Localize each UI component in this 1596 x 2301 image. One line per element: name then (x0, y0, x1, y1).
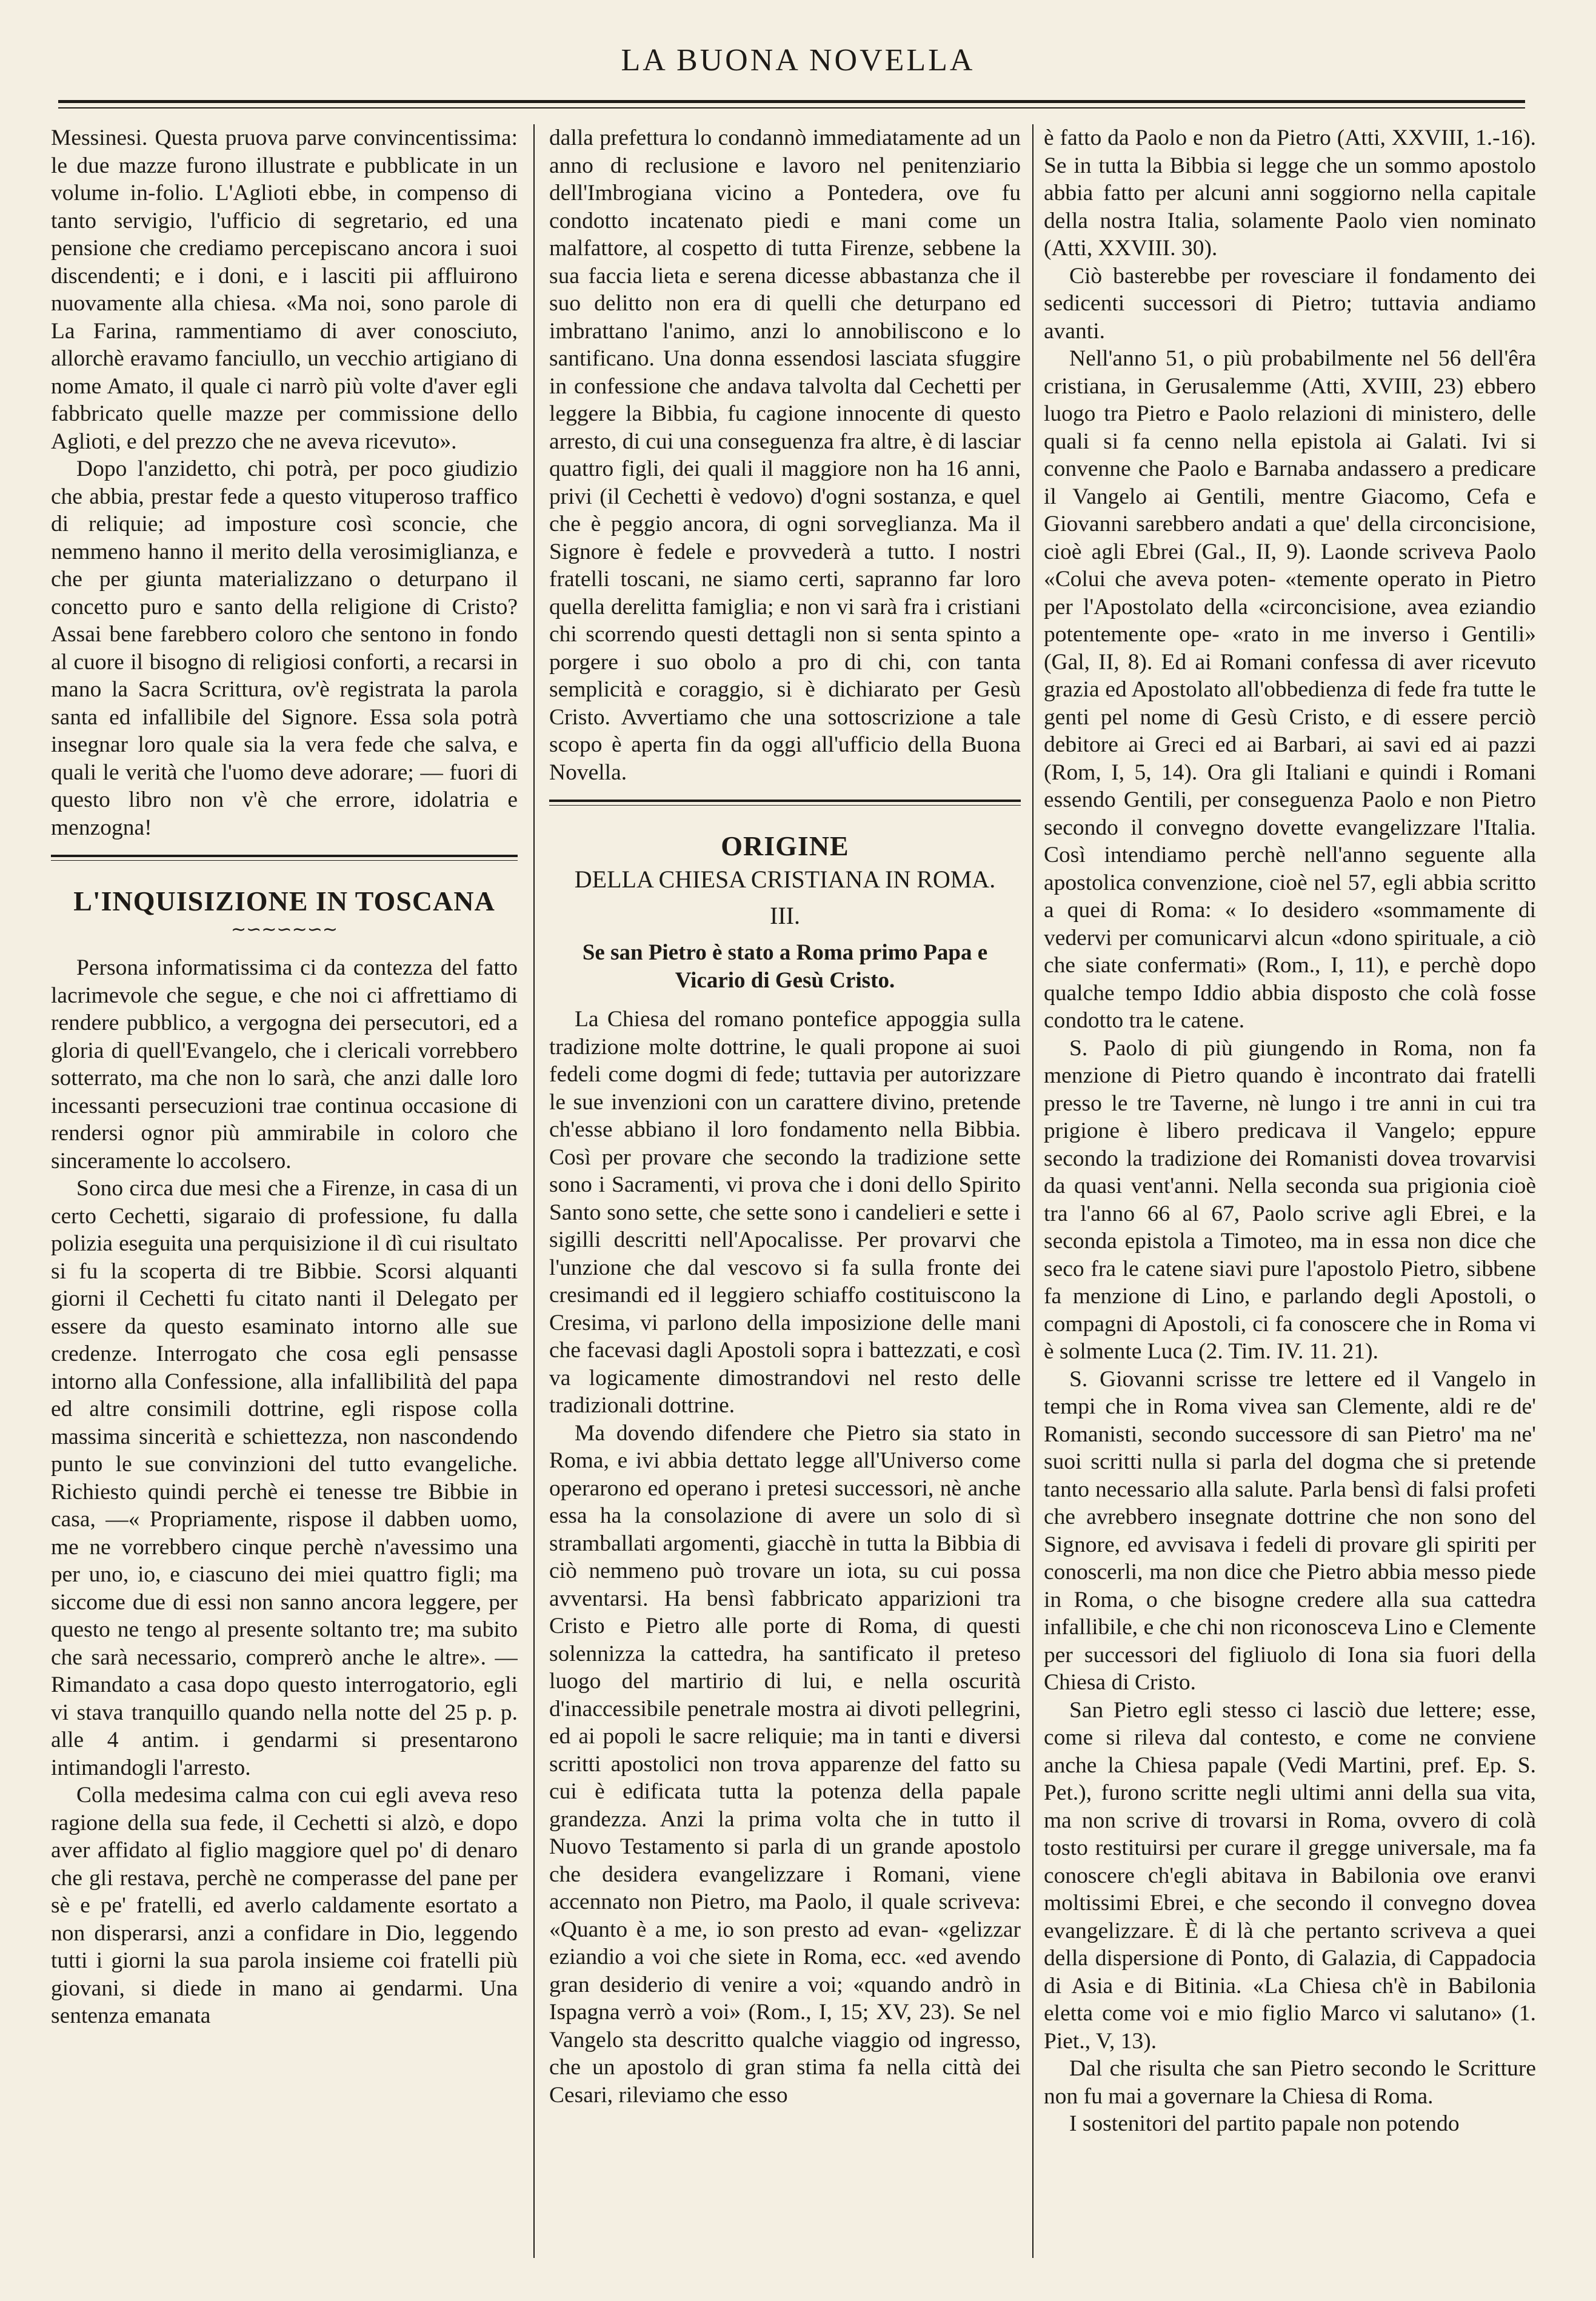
ornament-flourish: ∼∽∼∽∼∽∼ (231, 920, 338, 940)
section-number: III. (770, 902, 800, 929)
section-rule (51, 855, 518, 861)
paragraph: Dopo l'anzidetto, chi potrà, per poco giudizio che abbia, prestar fede a questo vituperoso traffico di reliquie; ad imposture così sconcie, che nemmeno hanno il merito della verosimiglianza, e che per giunta materializzano o deturpano il concetto puro e santo della religione di Cristo? Assai bene farebbero coloro che sentono in fondo al cuore il bisogno di religiosi conforti, a recarsi in mano la Sacra Scrittura, ov'è registrata la parola santa ed infallibile del Signore. Essa sola potrà insegnar loro quale sia la vera fede che salva, e quali le verità che l'uomo deve adorare; — fuori di questo libro non v'è che errore, idolatria e menzogna! (51, 456, 518, 840)
paragraph: Nell'anno 51, o più probabilmente nel 56 dell'êra cristiana, in Gerusalemme (Atti, XVIII, 23) ebbero luogo tra Pietro e Paolo relazioni di ministero, delle quali si fa cenno nella epistola ai Galati. Ivi si convenne che Paolo e Barnaba andassero a predicare il Vangelo ai Gentili, mentre Giacomo, Cefa e Giovanni sarebbero andati a que' della circoncisione, cioè agli Ebrei (Gal., II, 9). Laonde scriveva Paolo «Colui che aveva poten- «temente operato in Pietro per l'Apostolato della «circoncisione, avea eziandio potentemente ope- «rato in me inverso i Gentili» (Gal, II, 8). Ed ai Romani confessa di aver ricevuto grazia ed Apostolato all'obbedienza di fede fra tutte le genti pel nome di Gesù Cristo, e di essere perciò debitore ai Greci ed ai Barbari, ai savi ed ai pazzi (Rom, I, 5, 14). Ora gli Italiani e quindi i Romani essendo Gentili, per conseguenza Paolo e non Pietro secondo il convegno dovette evangelizzare l'Italia. Così intendiamo perchè nell'anno seguente alla apostolica convenzione, cioè nel 57, egli abbia scritto a quei di Roma: « Io desidero «sommamente di vedervi per comunicarvi alcun «dono spirituale, a ciò che siate confermati» (Rom., I, 11), e perchè dopo qualche tempo Iddio abbia disposto che colà fosse condotto tra le catene. (1044, 346, 1536, 1033)
paragraph: Persona informatissima ci da contezza del fatto lacrimevole che segue, e che noi ci affrettiamo di rendere pubblico, a vergogna dei persecutori, ed a gloria di quell'Evangelo, che i clericali vorrebbero sotterrato, ma che non lo sarà, che anzi dalle loro incessanti persecuzioni trae continua occasione di rendersi ognor più ammirabile in coloro che sinceramente lo accolsero. (51, 955, 518, 1174)
paragraph: San Pietro egli stesso ci lasciò due lettere; esse, come si rileva dal contesto, e come ne conviene anche la Chiesa papale (Vedi Martini, pref. Ep. S. Pet.), furono scritte negli ultimi anni della sua vita, ma non scrive di trovarsi in Roma, ovvero di colà tosto restituirsi per curare il gregge universale, ma fa conoscere ch'egli abitava in Babilonia ove eranvi moltissimi Ebrei, e che secondo il convegno dovea evangelizzare. È di là che pertanto scriveva a quei della dispersione di Ponto, di Galazia, di Cappadocia di Asia e di Bitinia. «La Chiesa ch'è in Babilonia eletta come voi e mio figlio Marco vi salutano» (1. Piet., V, 13). (1044, 1697, 1536, 2054)
paragraph: I sostenitori del partito papale non potendo (1069, 2111, 1460, 2136)
column-2 (549, 124, 1021, 2258)
column-divider-1 (533, 124, 535, 2258)
paragraph: è fatto da Paolo e non da Pietro (Atti, XXVIII, 1.-16). Se in tutta la Bibbia si legge che un sommo apostolo abbia fatto per alcuni anni soggiorno nella capitale della nostra Italia, solamente Paolo vien nominato (Atti, XXVIII. 30). (1044, 125, 1536, 261)
column-1 (51, 124, 518, 2258)
paragraph: Dal che risulta che san Pietro secondo le Scritture non fu mai a governare la Chiesa di Roma. (1044, 2056, 1536, 2109)
section-heading: Se san Pietro è stato a Roma primo Papa e Vicario di Gesù Cristo. (582, 940, 988, 993)
section-title-origine: ORIGINE (721, 830, 849, 861)
column-3 (1044, 124, 1536, 2258)
paragraph: Ma dovendo difendere che Pietro sia stato in Roma, e ivi abbia dettato legge all'Universo come operarono ed operano i pretesi successori, nè anche essa ha la consolazione di avere un solo di sì stramballati argomenti, giacchè in tutta la Bibbia di ciò nemmeno può trovare un iota, su cui possa avventarsi. Ha bensì fabbricato apparizioni tra Cristo e Pietro alle porte di Roma, di questi solennizza la cattedra, ha santificato il preteso luogo del martirio di lui, e nella oscurità d'inaccessibile penetrale mostra ai divoti pellegrini, ed ai popoli le sacre reliquie; ma in tanti e diversi scritti apostolici non trova apparenze del fatto su cui è edificata tutta la potenza della papale grandezza. Anzi la prima volta che in tutto il Nuovo Testamento si parla di un grande apostolo che desidera evangelizzare i Romani, viene accennato non Pietro, ma Paolo, il quale scriveva: «Quanto è a me, io son presto ad evan- «gelizzar eziandio a voi che siete in Roma, ecc. «ed avendo gran desiderio di venire a voi; «quando andrò in Ispagna verrò a voi» (Rom., I, 15; XV, 23). Se nel Vangelo sta descritto qualche viaggio od ingresso, che un apostolo di gran stima fa nella città dei Cesari, rileviamo che esso (549, 1420, 1021, 2108)
paragraph: Sono circa due mesi che a Firenze, in casa di un certo Cechetti, sigaraio di professione, fu dalla polizia eseguita una perquisizione il dì cui risultato si fu la scoperta di tre Bibbie. Scorsi alquanti giorni il Cechetti fu citato nanti il Delegato per essere da questo esaminato intorno alle sue credenze. Interrogato che cosa egli pensasse intorno alla Confessione, alla infallibilità del papa ed altre consimili dottrine, egli rispose colla massima sincerità e schiettezza, non nascondendo punto le sue convinzioni del tutto evangeliche. Richiesto quindi perchè ei tenesse tre Bibbie in casa, —« Propriamente, rispose il dabben uomo, me ne vorrebbero cinque perchè n'avessimo una per uno, io, e ciascuno dei miei quattro figli; ma siccome due di essi non sanno ancora leggere, per questo ne tengo al presente soltanto tre; ma subito che sarà necessario, comprerò anche le altre». —Rimandato a casa dopo questo interrogatorio, egli vi stava tranquillo quando nella notte del 25 p. p. alle 4 antim. i gendarmi si presentarono intimandogli l'arresto. (51, 1176, 518, 1780)
paragraph: La Chiesa del romano pontefice appoggia sulla tradizione molte dottrine, le quali propone ai suoi fedeli come dogmi di fede; tuttavia per autorizzare le sue invenzioni con un carattere divino, pretende ch'esse abbiano il loro fondamento nella Bibbia. Così per provare che secondo la tradizione sette sono i Sacramenti, vi prova che i doni dello Spirito Santo sono sette, che sette sono i candelieri e sette i sigilli descritti nell'Apocalisse. Per provarvi che l'unzione che dal vescovo si fa sulla fronte dei cresimandi ed il leggiero schiaffo costituiscono la Cresima, vi parlono della imposizione delle mani che facevasi dagli Apostoli sopra i battezzati, e così va logicamente dimostrandovi nel resto delle tradizionali dottrine. (549, 1007, 1021, 1418)
section-rule (549, 800, 1021, 806)
masthead-rule (58, 100, 1525, 109)
paragraph: S. Paolo di più giungendo in Roma, non fa menzione di Pietro quando è incontrato dai fratelli presso le tre Taverne, nè lungo i tre anni in cui tra prigione è libero predicava il Vangelo; eppure secondo la tradizione dei Romanisti dovea trovarvisi da quasi vent'anni. Nella seconda sua prigionia cioè tra l'anno 66 al 67, Paolo scrive agli Ebrei, e la seconda epistola a Timoteo, ma in essa non dice che seco fra le catene siavi pure l'apostolo Pietro, sibbene fa menzione di Lino, e parlando degli Apostoli, o compagni di Apostoli, ci fa conoscere che in Roma vi è solmente Luca (2. Tim. IV. 11. 21). (1044, 1035, 1536, 1364)
section-subtitle: DELLA CHIESA CRISTIANA IN ROMA. (574, 866, 996, 893)
section-title-inquisizione: L'INQUISIZIONE IN TOSCANA (73, 886, 495, 917)
column-divider-2 (1032, 124, 1033, 2258)
paragraph: S. Giovanni scrisse tre lettere ed il Vangelo in tempi che in Roma vivea san Clemente, aldi re de' Romanisti, secondo successore di san Pietro' ma ne' suoi scritti nulla si parla del dogma che si pretende tanto necessario alla salute. Parla bensì di falsi profeti che avrebbero insegnate dottrine che non sono del Signore, ed avvisava i fedeli di provare gli spiriti per conoscerli, ma non dice che Pietro abbia messo piede in Roma, o che bisogne credere alla sua cattedra infallibile, e che chi non riconosceva Lino e Clemente per successori del figliuolo di Iona sia fuori della Chiesa di Cristo. (1044, 1366, 1536, 1695)
masthead: LA BUONA NOVELLA (621, 43, 975, 78)
paragraph: Colla medesima calma con cui egli aveva reso ragione della sua fede, il Cechetti si alzò, e dopo aver affidato al figlio maggiore quel po' di denaro che gli restava, perchè ne comperasse del pane per sè e pe' fratelli, ed averlo caldamente esortato a non disperarsi, anzi a confidare in Dio, leggendo tutti i giorni la sua parola insieme coi fratelli più giovani, si diede in mano ai gendarmi. Una sentenza emanata (51, 1783, 518, 2028)
paragraph: dalla prefettura lo condannò immediatamente ad un anno di reclusione e lavoro nel penitenziario dell'Imbrogiana vicino a Pontedera, ove fu condotto incatenato piedi e mani come un malfattore, al cospetto di tutta Firenze, sebbene la sua faccia lieta e serena dicesse abbastanza che il suo delitto non era di quelli che deturpano ed imbrattano l'animo, anzi lo annobiliscono e lo santificano. Una donna essendosi lasciata sfuggire in confessione che andava talvolta dal Cechetti per leggere la Bibbia, fu cagione innocente di questo arresto, di cui una conseguenza fra altre, è di lasciar quattro figli, dei quali il maggiore non ha 16 anni, privi (il Cechetti è vedovo) d'ogni sostanza, e quel che è peggio ancora, di ogni sorveglianza. Ma il Signore è fedele e provvederà a tutto. I nostri fratelli toscani, ne siamo certi, sapranno far loro quella derelitta famiglia; e non vi sarà fra i cristiani chi scorrendo questi dettagli non si senta spinto a porgere i suo obolo a pro di chi, con tanta semplicità e coraggio, si è dichiarato per Gesù Cristo. Avvertiamo che una sottoscrizione a tale scopo è aperta fin da oggi all'ufficio della Buona Novella. (549, 125, 1021, 785)
paragraph: Ciò basterebbe per rovesciare il fondamento dei sedicenti successori di Pietro; tuttavia andiamo avanti. (1044, 263, 1536, 344)
paragraph: Messinesi. Questa pruova parve convincentissima: le due mazze furono illustrate e pubblicate in un volume in-folio. L'Aglioti ebbe, in compenso di tanto servigio, l'ufficio di segretario, ed una pensione che crediamo percepiscano ancora i suoi discendenti; e i doni, e i lasciti pii affluirono nuovamente alla chiesa. «Ma noi, sono parole di La Farina, rammentiamo di aver conosciuto, allorchè eravamo fanciullo, un vecchio artigiano di nome Amato, il quale ci narrò più volte d'aver egli fabbricato quelle mazze per commissione dello Aglioti, e del prezzo che ne aveva ricevuto». (51, 125, 518, 454)
